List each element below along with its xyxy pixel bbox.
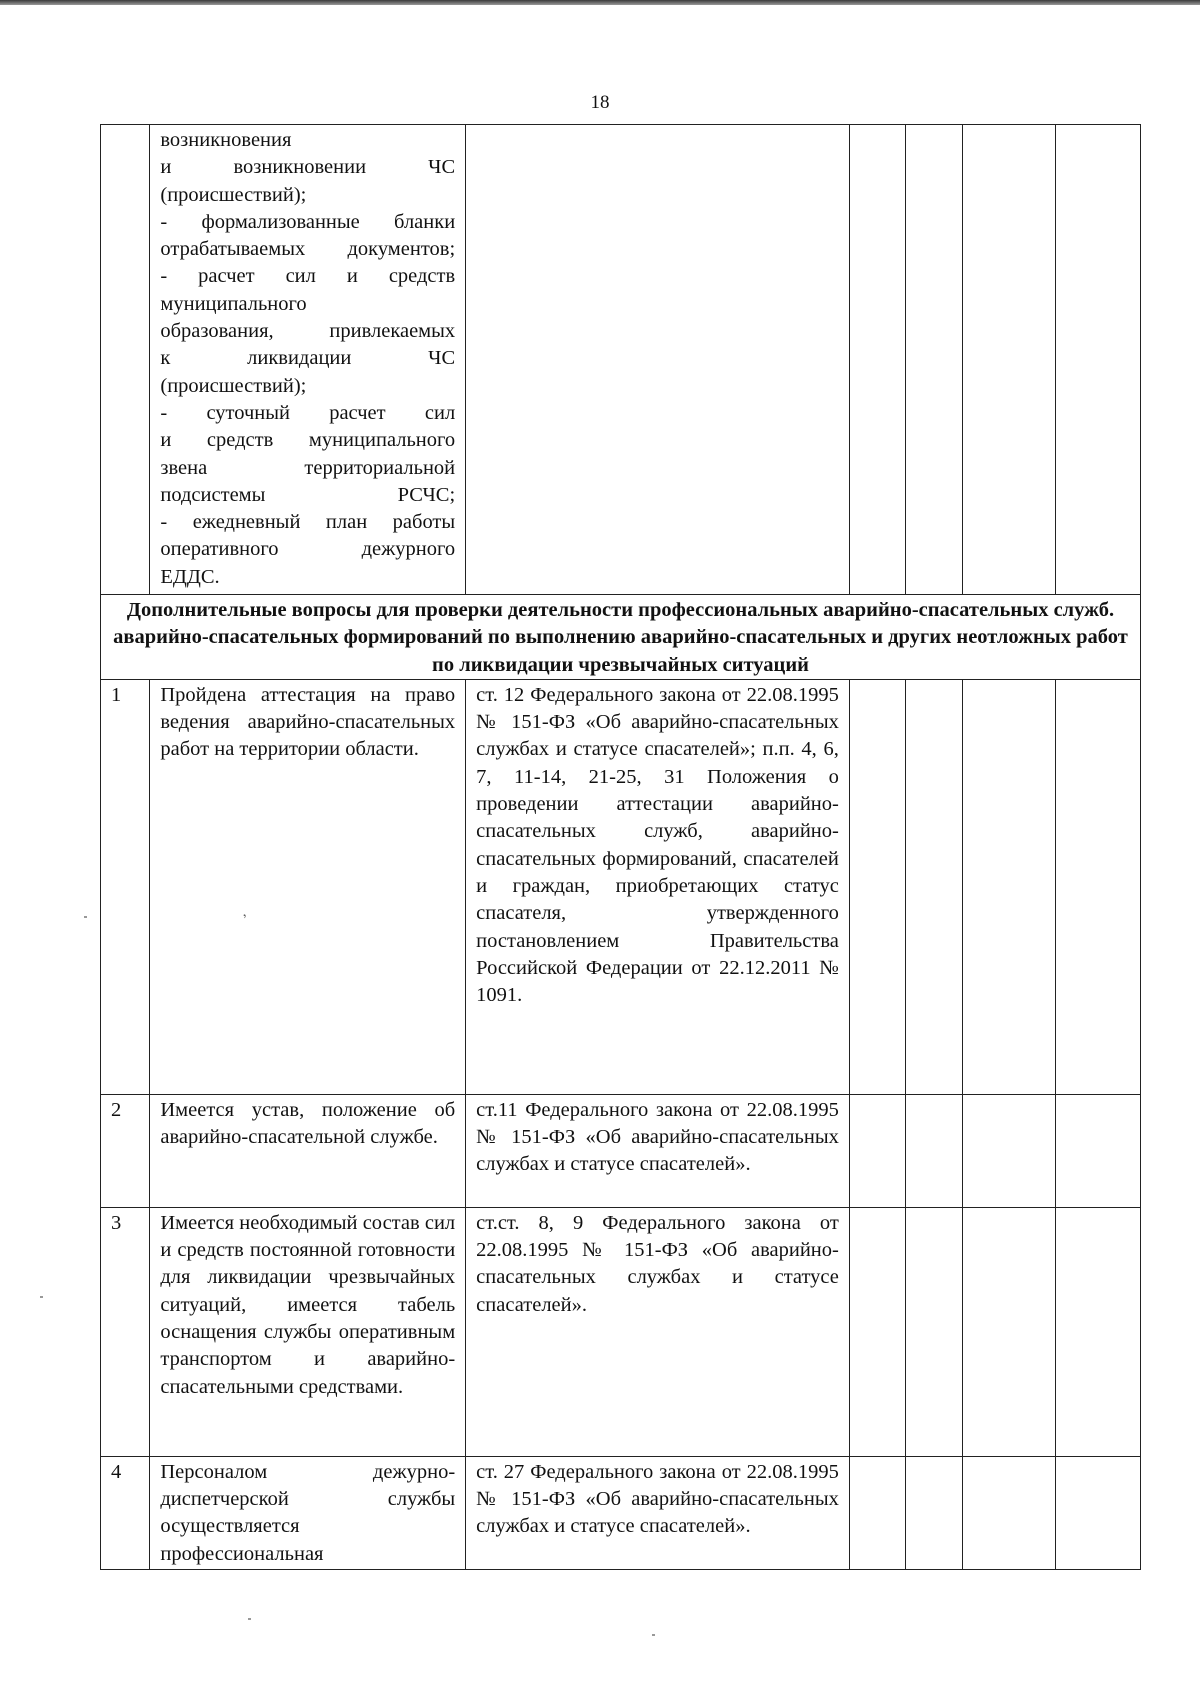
row-number: 2 <box>101 1094 150 1207</box>
cell-num <box>101 125 150 595</box>
scan-dot <box>40 1296 43 1298</box>
cell-reference <box>466 125 850 595</box>
section-heading: Дополнительные вопросы для проверки деятельности профессиональных аварийно-спасательных служб. аварийно-спасательных формирований по выполнению аварийно-спасательных и других неотложных работ по ликвидации чрезвычайных ситуаций <box>101 595 1141 680</box>
table-row <box>101 679 1141 1094</box>
cell-answer-yes <box>849 125 906 595</box>
row-number: 1 <box>101 679 150 1094</box>
cell-answer-no <box>906 125 963 595</box>
row-reference: ст.ст. 8, 9 Федерального закона от 22.08.1995 № 151-ФЗ «Об аварийно-спасательных службах и статусе спасателей». <box>466 1207 850 1456</box>
cell-note <box>1055 125 1140 595</box>
row-reference: ст. 27 Федерального закона от 22.08.1995 № 151-ФЗ «Об аварийно-спасательных службах и статусе спасателей». <box>466 1456 850 1569</box>
page-number: 18 <box>590 92 610 113</box>
table-row <box>101 1207 1141 1456</box>
table-row <box>101 1094 1141 1207</box>
row-number: 3 <box>101 1207 150 1456</box>
scan-top-edge <box>0 0 1200 5</box>
checklist-table <box>100 124 1141 1570</box>
row-reference: ст. 12 Федерального закона от 22.08.1995 № 151-ФЗ «Об аварийно-спасательных службах и статусе спасателей»; п.п. 4, 6, 7, 11-14, 21-25, 31 Положения о проведении аттестации аварийно-спасательных служб, аварийно-спасательных формирований, спасателей и граждан, приобретающих статус спасателя, утвержденного постановлением Правительства Российской Федерации от 22.12.2011 № 1091. <box>466 679 850 1094</box>
cell-answer-na <box>962 125 1055 595</box>
row-question: Персоналом дежурно-диспетчерской службы осуществляется профессиональная <box>150 1456 466 1569</box>
scan-dot <box>84 916 87 918</box>
row-question: Имеется необходимый состав сил и средств постоянной готовности для ликвидации чрезвычайных ситуаций, имеется табель оснащения службы оперативным транспортом и аварийно-спасательными средствами. <box>150 1207 466 1456</box>
cell-question-continuation: возникновения и возникновении ЧС (происшествий); - формализованные бланки отрабатываемых документов; - расчет сил и средств муниципального образования, привлекаемых к ликвидации ЧС (происшествий); - суточный расчет сил и средств муниципального звена территориальной подсистемы РСЧС; - ежедневный план работы оперативного дежурного ЕДДС. <box>150 125 466 595</box>
table-row-continuation <box>101 125 1141 595</box>
scan-stray-mark: , <box>239 904 248 921</box>
row-question: Имеется устав, положение об аварийно-спасательной службе. <box>150 1094 466 1207</box>
scan-dot <box>248 1618 251 1620</box>
table-row <box>101 1456 1141 1569</box>
section-heading-row <box>101 595 1141 680</box>
row-reference: ст.11 Федерального закона от 22.08.1995 № 151-ФЗ «Об аварийно-спасательных службах и статусе спасателей». <box>466 1094 850 1207</box>
scan-dot <box>652 1634 655 1636</box>
row-question: Пройдена аттестация на право ведения аварийно-спасательных работ на территории области. <box>150 679 466 1094</box>
row-number: 4 <box>101 1456 150 1569</box>
